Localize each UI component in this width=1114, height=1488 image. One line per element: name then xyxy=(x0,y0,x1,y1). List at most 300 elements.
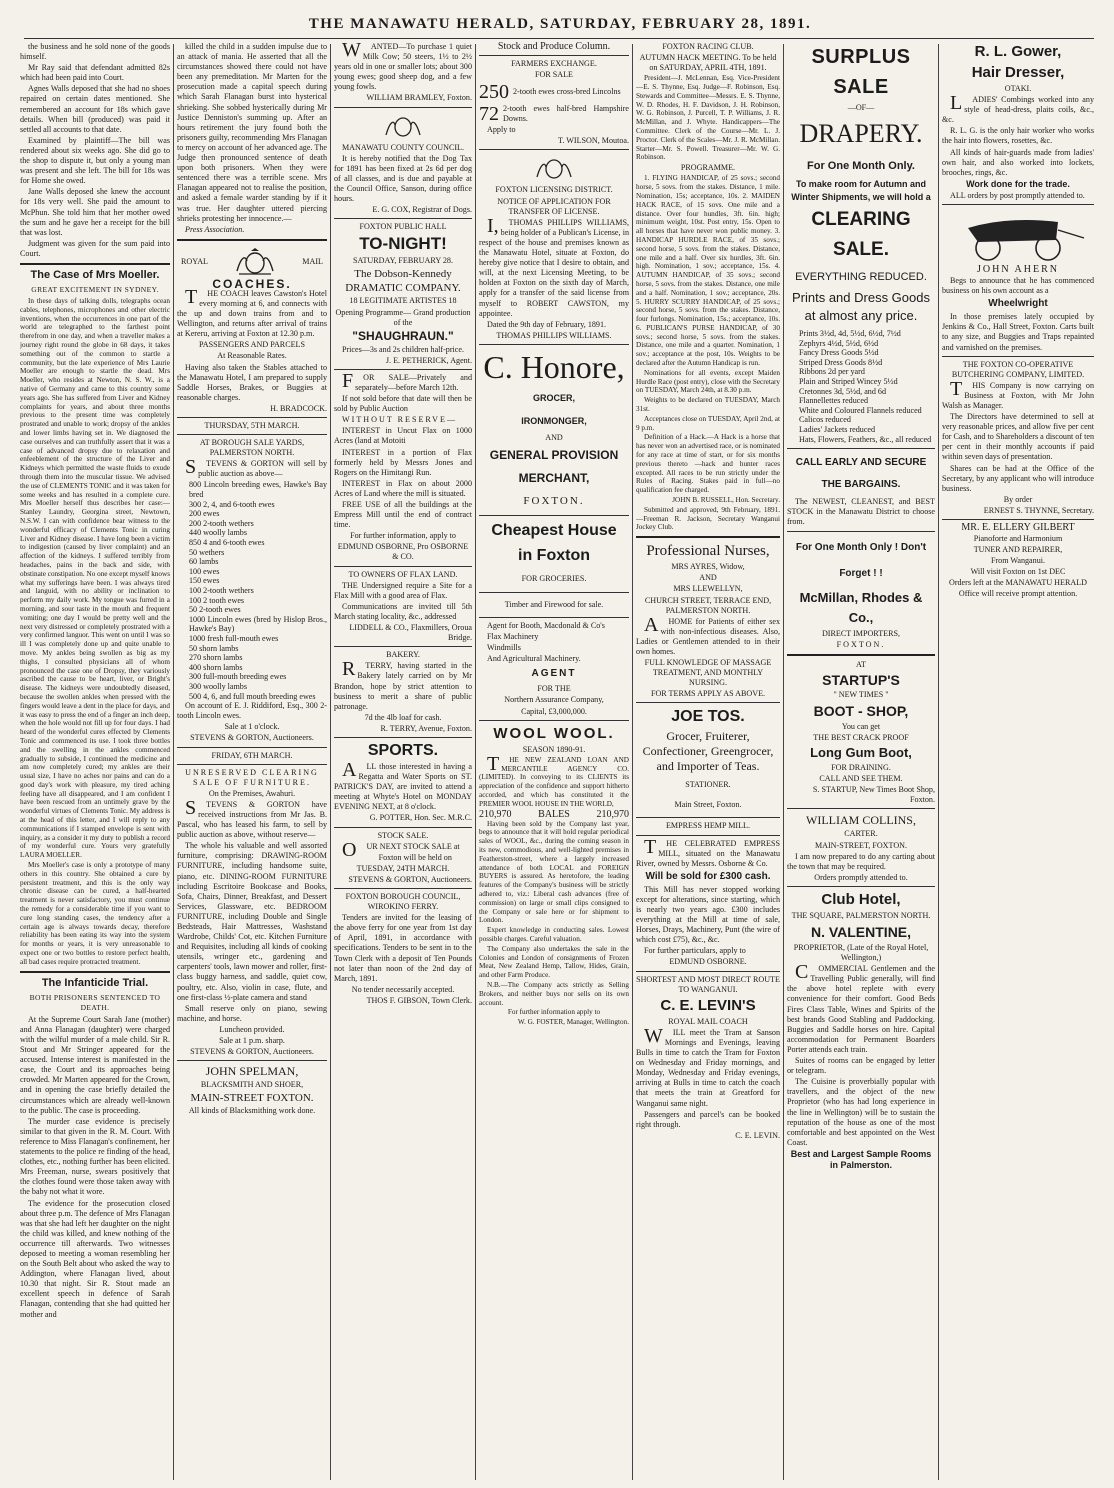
ad-signature: JOHN B. RUSSELL, Hon. Secretary. xyxy=(672,496,780,505)
ad-text: For One Month Only ! Don't Forget ! ! xyxy=(795,541,927,579)
divider xyxy=(479,344,629,345)
carriage-icon xyxy=(948,208,1088,263)
ad-text: COMMERCIAL Gentlemen and the Travelling Public generally, will find the above hotel replete with every convenience for their comfort. Good Beds Fires Class Table, Wines and Spirits of the best brands Good Stabling and Paddocking. Buggies and Saddle horses on hire. Capital accommodation for Permanent Boarders Porter attends each train. xyxy=(787,961,935,1054)
ad-title: EMPRESS HEMP MILL. xyxy=(665,821,751,831)
ad-text: STEVENS & GORTON have received instructions from Mr Jas. B. Pascal, who has leased his farm, to sell by public auction as above, without reserve— xyxy=(177,796,327,840)
ad-text: WILL meet the Tram at Sanson Mornings and Evenings, leaving Bulls in time to catch the Tram for Foxton on Wednesday and Friday mornings, and Monday, Wednesday and Friday evenings, arriving at Bulls in time to catch the coach that meets the train at Greatford for Wanganui same night. xyxy=(636,1024,780,1108)
stock-list-item: 50 shorn lambs xyxy=(189,643,239,653)
gower-title: R. L. Gower, xyxy=(974,43,1062,60)
ad-text: RTERRY, having started in the Bakery lately carried on by Mr Brandon, hope by strict attention to business to merit a share of public patronage. xyxy=(334,658,472,711)
boot-shop-title: BOOT - SHOP, xyxy=(813,702,909,719)
ad-text: In those premises lately occupied by Jenkins & Co., Hall Street, Foxton. Carts built to any size, and Buggies and Traps repainted and varnished on the premises. xyxy=(942,312,1094,352)
divider xyxy=(636,971,780,972)
bales-figure: 210,970 xyxy=(596,808,629,820)
ad-text: Agent for Booth, Macdonald & Co's xyxy=(487,620,605,630)
event-text: 18 LEGITIMATE ARTISTES 18 xyxy=(349,296,457,306)
ad-text: Suites of rooms can be engaged by letter or telegram. xyxy=(787,1056,935,1076)
ad-signature: THOS F. GIBSON, Town Clerk. xyxy=(366,995,472,1005)
ad-text: From Wanganui. xyxy=(990,556,1046,566)
ad-text: AUTUMN HACK MEETING. To be held on SATURDAY, APRIL 4TH, 1891. xyxy=(639,53,777,73)
stock-list-item: 200 ewes xyxy=(189,509,220,519)
sale-title: UNRESERVED CLEARING SALE OF FURNITURE. xyxy=(185,767,319,787)
ad-text: WITHOUT RESERVE— xyxy=(342,415,458,425)
ad-text: Acceptances close on TUESDAY, April 2nd, at 9 p.m. xyxy=(636,414,780,432)
ad-title: JOHN SPELMAN, xyxy=(205,1064,299,1079)
ad-text: Dated the 9th day of February, 1891. xyxy=(487,319,607,329)
race-programme: 1. FLYING HANDICAP, of 25 sovs.; second horse, 5 sovs. from the stakes. Distance, 1 mile. Nomination, 15s; acceptance, 10s. 2. MAIDEN HACK RACE, of 15 sovs. One mile and a distance. Over four hundles, 3ft. 6in. high; minimum weight, 10st. Post entry, 15s. Open to all horses that have never won public money. 3. HANDICAP HURDLE RACE, of 35 sovs.; second horse, 5 sovs. from the stakes. Distance, one mile and a half. Over six hurdles, 3ft. 6in. high. Nomination, 1 sov.; acceptance, 15s. 4. AUTUMN HANDICAP, of 35 sovs.; second horse, 5 sovs. from the stakes. Distance, one mile and a half. Nomination, 1 sov.; acceptance, 20s. 5. HURRY SCURRY HANDICAP, of 25 sovs.; second horse, 5 sovs. from the stakes. Distance, four furlongs. Nomination, 15s.; acceptance, 10s. 6. PUBLICAN'S PURSE HANDICAP, of 30 sovs.; second horse, 5 sovs. from the stakes. Distance, one mile and a quarter. Nomination, 1 sov.; acceptance at the post, 10s. Weights to be declared after the Autumn Handicap is run. xyxy=(636,174,780,368)
stock-list-item: 60 lambs xyxy=(189,557,219,567)
divider xyxy=(942,204,1094,205)
ad-title: FOXTON RACING CLUB. xyxy=(662,42,754,51)
agent-title: AGENT xyxy=(531,668,577,680)
divider xyxy=(787,654,935,656)
wool-headline: WOOL WOOL. xyxy=(493,724,615,742)
article-text: Agnes Walls deposed that she had no shoes repaired on certain dates mentioned. She remembered an account for 18s which gave details. When bill (produced) was paid it settled all accounts to that date. xyxy=(20,84,170,134)
ad-text: For further information apply to xyxy=(507,1008,601,1017)
ad-text: You can get xyxy=(841,721,881,731)
ad-text: SHORTEST AND MOST DIRECT ROUTE TO WANGANUI. xyxy=(636,974,780,994)
ad-text: Communications are invited till 5th March stating locality, &c., addressed xyxy=(334,601,472,621)
divider xyxy=(787,886,935,887)
price-list-item: Striped Dress Goods 8½d xyxy=(799,357,883,367)
ad-signature: T. WILSON, Moutoa. xyxy=(558,136,629,146)
ad-signature: C. E. LEVIN. xyxy=(735,1130,780,1140)
divider xyxy=(177,417,327,418)
column-rule xyxy=(475,44,476,1480)
ad-text: Weights to be declared on TUESDAY, March 31st. xyxy=(636,396,780,414)
divider xyxy=(479,720,629,721)
ad-text: FOR SALE xyxy=(534,70,573,80)
ad-title: THE FOXTON CO-OPERATIVE BUTCHERING COMPANY, LIMITED. xyxy=(951,359,1085,379)
divider xyxy=(636,835,780,836)
clearing-headline: CLEARING SALE. xyxy=(811,209,911,261)
ad-text: DIRECT IMPORTERS, xyxy=(821,628,901,638)
ad-text: If not sold before that date will then be sold by Public Auction xyxy=(334,394,472,414)
stock-list-item: 50 2-tooth ewes xyxy=(189,605,241,615)
ad-text: Small reserve only on piano, sewing machine, and horse. xyxy=(177,1003,327,1023)
ad-text: The whole his valuable and well assorted furniture, comprising: DRAWING-ROOM FURNITURE, including handsome suite, piano, etc. DINING-ROOM FURNITURE including Escritoire Bookcase and Books, Sofa, Chairs, Dinner, Breakfast, and Dessert Services, Glassware, etc. BEDROOM FURNITURE, including Double and Single Bedsteads, Hair Mattresses, Washstand Wardrobe, Childs' Cot, etc. Kitchen Furniture and Requisites, including all kinds of cooking utensils, wringer etc., gardening and carpenters' tools, lawn mower and roller, first-class buggy harness, and saddle, quiet cow, poultry, etc. Also, violin in case, flute, and one first-class ½-plate camera and stand xyxy=(177,841,327,1002)
ad-signature: S. STARTUP, New Times Boot Shop, Foxton. xyxy=(812,785,935,805)
ad-signature: LIDDELL & CO., Flaxmillers, Oroua Bridge. xyxy=(349,623,472,643)
article-text: Jane Walls deposed she knew the account for 18s very well. She paid the amount to McPhun. She told him that her mother owed the sum and he gave her a receipt for the bill that was lost. xyxy=(20,187,170,237)
event-text: Prices—3s and 2s children half-price. xyxy=(341,344,465,354)
stock-list-item: 150 ewes xyxy=(189,576,220,586)
divider xyxy=(177,747,327,748)
divider xyxy=(334,737,472,738)
sale-price: Will be sold for £300 cash. xyxy=(645,870,771,882)
ad-text: Luncheon provided. xyxy=(219,1024,285,1034)
ad-text: Passengers and parcel's can be booked right through. xyxy=(636,1109,780,1129)
ad-text: N.B.—The Company acts strictly as Selling Brokers, and neither buys nor sells on its own account. xyxy=(479,980,629,1007)
trade-line: MERCHANT, xyxy=(518,470,590,485)
honore-name: C. Honore, xyxy=(483,348,625,385)
ad-text: BLACKSMITH AND SHOER, xyxy=(200,1080,304,1090)
column-5 xyxy=(636,42,780,1482)
ad-text: FULL KNOWLEDGE OF MASSAGE TREATMENT, AND MONTHLY NURSING. xyxy=(644,658,772,688)
divider xyxy=(334,566,472,567)
ad-text: On account of E. J. Riddiford, Esq., 300 2-tooth Lincoln ewes. xyxy=(177,701,327,721)
ad-text: To make room for Autumn and Winter Shipments, we will hold a xyxy=(791,179,931,203)
event-headline: TO-NIGHT! xyxy=(359,234,447,254)
licensing-crest-icon xyxy=(532,153,576,183)
ad-text: Best and Largest Sample Rooms in Palmerston. xyxy=(790,1148,932,1170)
ad-signature: EDMUND OSBORNE, Pro OSBORNE & CO. xyxy=(337,542,469,562)
divider xyxy=(177,1060,327,1061)
ad-signature: J. E. PETHERICK, Agent. xyxy=(385,355,472,365)
price-list-item: Prints 3½d, 4d, 5½d, 6½d, 7½d xyxy=(799,329,901,339)
price-list-item: Plain and Striped Wincey 5½d xyxy=(799,377,898,387)
stock-list-item: 300 woolly lambs xyxy=(189,681,248,691)
ad-signature: STEVENS & GORTON, Auctioneers. xyxy=(348,874,472,884)
ad-signature: H. BRADCOCK. xyxy=(270,403,327,413)
gilbert-title: MR. E. ELLERY GILBERT xyxy=(961,522,1075,533)
ad-title: MAIN-STREET FOXTON. xyxy=(190,1092,314,1105)
article-text: Examined by plaintiff—The bill was rendered about six weeks ago. She did go to the shop to dispute it, but only a young man was present and she left. The bill for 18s was for Home she owed. xyxy=(20,135,170,186)
ad-text: Flax Machinery xyxy=(487,632,539,642)
bales-figure: 210,970 xyxy=(479,808,512,820)
divider xyxy=(636,817,780,818)
ad-text: I am now prepared to do any carting about the town that may be required. xyxy=(787,851,935,871)
stock-list xyxy=(177,480,327,701)
column-rule xyxy=(938,44,939,1480)
sale-quantity: 250 xyxy=(479,81,509,104)
ad-text: CALL AND SEE THEM. xyxy=(819,774,903,784)
article-subheading: BOTH PRISONERS SENTENCED TO DEATH. xyxy=(29,992,161,1012)
coaches-title: COACHES. xyxy=(212,276,292,291)
ad-text: Sale at 1 p.m. sharp. xyxy=(219,1036,285,1046)
article-source: Press Association. xyxy=(185,224,245,234)
ad-text: Having also taken the Stables attached to the Manawatu Hotel, I am prepared to supply Saddle Horses, Brakes, or Buggies at reasonable charges. xyxy=(177,362,327,402)
ad-text: Sale at 1 o'clock. xyxy=(224,722,280,732)
mail-label: MAIL xyxy=(302,256,323,266)
divider xyxy=(334,646,472,647)
ad-text: FREE USE of all the buildings at the Empress Mill until the end of contract time. xyxy=(334,500,472,530)
ad-title: MANAWATU COUNTY COUNCIL. xyxy=(341,142,465,152)
divider xyxy=(479,592,629,593)
price-list-item: White and Coloured Flannels reduced xyxy=(799,405,922,415)
divider xyxy=(334,827,472,828)
column-rule xyxy=(783,44,784,1480)
ad-text: INTEREST in a portion of Flax formerly held by Messrs Jones and Rogers on the Himitangi Run. xyxy=(334,447,472,477)
ad-text: LADIES' Combings worked into any style of head-dress, plaits coils, &c., &c. xyxy=(942,92,1094,125)
ad-text: THIS Company is now carrying on Business at Foxton, with Mr John Walsh as Manager. xyxy=(942,377,1094,410)
ad-text: The Company also undertakes the sale in the Colonies and London of consignments of Frozen Meat, New Zealand Hemp, Tallow, Hides, Grain, and other Farm Produce. xyxy=(479,944,629,980)
ad-text: CHURCH STREET, TERRACE END, PALMERSTON NORTH. xyxy=(644,595,772,615)
column-rule xyxy=(173,44,174,1480)
ad-text: All kinds of Blacksmithing work done. xyxy=(188,1106,316,1116)
ad-text: PROPRIETOR, (Late of the Royal Hotel, Wellington,) xyxy=(793,943,929,963)
ad-text: Shares can be had at the Office of the Secretary, by any applicant who will introduce business. xyxy=(942,463,1094,493)
column-7 xyxy=(942,42,1094,1482)
ad-text: CALL EARLY AND SECURE THE BARGAINS. xyxy=(795,457,927,491)
ad-text: I,THOMAS PHILLIPS WILLIAMS, being holder of a Publican's License, in respect of the house and premises known as the Manawatu Hotel, situate at Foxton, do hereby give notice that I desire to obtain, and will, at the next Licensing Meeting, to be holden at Foxton on the sixth day of March, apply for a transfer of the said license from myself to ROBERT CAWSTON, my appointee. xyxy=(479,214,629,318)
column-2 xyxy=(177,42,327,1482)
ad-text: THE SQUARE, PALMERSTON NORTH. xyxy=(791,910,931,920)
ad-signature: G. POTTER, Hon. Sec. M.R.C. xyxy=(369,813,472,823)
event-date: SATURDAY, FEBRUARY 28. xyxy=(353,256,453,266)
ad-text: President—J. McLennan, Esq. Vice-President—E. S. Thynne, Esq. Judge—F. Robinson, Esq. Stewards and Committee—Messrs. E. S. Thynne, W. D. Rhodes, H. F. Davidson, J. H. Robinson, W. G. Robinson, J. Purcell, T. P. Williams, J. R. McMillan, and J. Whyte. Handicappers—The Committee. Clerk of the Course—Mr. L. J. Proctor. Clerk of the Scales—Mr. J. R. McMillan. Starter—Mr. S. Powell. Treasurer—Mr. W. G. Robinson. xyxy=(636,74,780,162)
price-list-item: Zephyrs 4½d, 5½d, 6½d xyxy=(799,338,879,348)
royal-crest-icon xyxy=(233,247,277,277)
ad-title: BAKERY. xyxy=(386,650,420,660)
column-rule xyxy=(330,44,331,1480)
joe-tos-title: JOE TOS. xyxy=(671,708,745,726)
ad-text: Foxton will be held on xyxy=(378,852,452,862)
divider xyxy=(177,764,327,765)
ad-text: No tender necessarily accepted. xyxy=(351,984,455,994)
article-heading: The Case of Mrs Moeller. xyxy=(30,268,160,281)
ad-text: The NEWEST, CLEANEST, and BEST STOCK in the Manawatu District to choose from. xyxy=(787,497,935,527)
ad-text: Orders promptly attended to. xyxy=(814,872,908,882)
stock-list-item: 400 shorn lambs xyxy=(189,662,243,672)
royal-label: ROYAL xyxy=(181,256,208,266)
ad-signature: ERNEST S. THYNNE, Secretary. xyxy=(983,505,1094,515)
ad-text: FOR THE xyxy=(537,684,571,694)
sale-item: 2-tooth ewes cross-bred Lincolns xyxy=(513,87,621,97)
ad-title: FARMERS EXCHANGE. xyxy=(511,59,597,69)
ad-text: CARTER. xyxy=(844,829,878,839)
ad-text: For further particulars, apply to xyxy=(644,946,746,956)
county-crest-icon xyxy=(381,111,425,141)
stock-list-item: 500 4, 6, and full mouth breeding ewes xyxy=(189,691,316,701)
divider xyxy=(177,434,327,435)
stock-list-item: 270 shorn lambs xyxy=(189,653,243,663)
ad-text: Grocer, Fruiterer, Confectioner, Greengrocer, and Importer of Teas. xyxy=(642,729,774,774)
ad-text: OTAKI. xyxy=(1004,84,1032,93)
sale-line xyxy=(479,81,629,103)
trade-line: AND xyxy=(545,432,563,442)
ad-text: It is hereby notified that the Dog Tax for 1891 has been fixed at 2s 6d per dog of all classes, and is due and payable at the Council Office, Sanson, during office hours. xyxy=(334,153,472,204)
masthead-rule xyxy=(24,38,1094,39)
divider xyxy=(942,519,1094,520)
ad-text: Capital, £3,000,000. xyxy=(521,706,587,716)
article-text: the business and he sold none of the goods himself. xyxy=(20,42,170,62)
article-text: The murder case evidence is precisely similar to that given in the R. M. Court. With reference to Miss Flanagan's confinement, her statements to the police re finding of the head, clothes, etc., nothing further has been elicited. Mrs Freeman, nurse, swears positively that the clothes found were those taken away with the baby not what it wore. xyxy=(20,1116,170,1197)
ad-text: FOR DRAINING. xyxy=(831,763,891,773)
ad-text: All kinds of hair-guards made from ladies' own hair, and also worked into lockets, brooches, rings, &c. xyxy=(942,147,1094,177)
divider xyxy=(787,531,935,532)
ad-text: Pianoforte and Harmonium xyxy=(973,534,1063,544)
price-list-item: Hats, Flowers, Feathers, &c., all reduced xyxy=(799,434,932,444)
sale-location: On the Premises, Awahuri. xyxy=(208,788,296,798)
stock-list-item: 50 wethers xyxy=(189,547,225,557)
ad-text: Will visit Foxton on 1st DEC xyxy=(970,567,1066,577)
ad-text: Expert knowledge in conducting sales. Lowest possible charges. Careful valuation. xyxy=(479,926,629,943)
club-hotel-title: Club Hotel, xyxy=(821,890,901,908)
ad-text: AHOME for Patients of either sex with non-infectious diseases. Also, Ladies or Gentlemen attended to in their own homes. xyxy=(636,613,780,656)
divider xyxy=(334,218,472,219)
ad-text: For One Month Only. xyxy=(807,160,915,173)
cheapest-headline: in Foxton xyxy=(518,546,590,564)
ad-text: Submitted and approved, 9th February, 1891.—Freeman R. Jackson, Secretary Wanganui Jockey Club. xyxy=(636,505,780,532)
ad-signature: STEVENS & GORTON, Auctioneers. xyxy=(190,733,314,743)
ad-text: TUNER AND REPAIRER, xyxy=(973,545,1063,555)
bales-label: BALES xyxy=(538,808,570,820)
sale-date: THURSDAY, 5TH MARCH. xyxy=(204,421,300,430)
ad-text: FOR GROCERIES. xyxy=(521,573,587,583)
ad-text: At Reasonable Rates. xyxy=(217,351,287,361)
coach-ad-header xyxy=(177,245,327,279)
ad-signature: EDMUND OSBORNE. xyxy=(669,957,747,967)
trade-line: FOXTON. xyxy=(523,494,585,507)
stock-list-item: 100 2-tooth wethers xyxy=(189,586,254,595)
divider xyxy=(636,536,780,538)
ad-text: —OF— xyxy=(847,103,875,112)
ad-text: INTEREST in Flax on about 2000 Acres of Land where the mill is situated. xyxy=(334,478,472,498)
ad-text: Apply to xyxy=(487,125,516,135)
ad-text: " NEW TIMES " xyxy=(833,689,889,699)
mcmillan-title: McMillan, Rhodes & Co., xyxy=(799,589,923,625)
column-6 xyxy=(787,42,935,1482)
play-title: "SHAUGHRAUN." xyxy=(352,328,454,343)
ad-text: Orders left at the MANAWATU HERALD Office will receive prompt attention. xyxy=(948,578,1088,598)
startup-title: STARTUP'S xyxy=(822,671,900,688)
ad-text: This Mill has never stopped working except for alterations, since starting, which is nearly two years ago. £300 includes everything at the Mill at time of sale, Horses, Drays, Machinery, Punt (the wire of which cost £75), &c., &c. xyxy=(636,884,780,945)
price-list-item: Ladies' Jackets reduced xyxy=(799,425,876,435)
divider xyxy=(334,369,472,370)
ad-text: MRS LLEWELLYN, xyxy=(673,584,743,594)
article-text: At the Supreme Court Sarah Jane (mother) and Anna Flanagan (daughter) were charged with the wilful murder of a male child. Sir R. Stout and Mr Stringer appeared for the accused. Intense interest is manifested in the case, the Court and its approaches being crowded. Mr Marten appeared for the Crown, and in opening the case briefly detailed the circumstances which are already well-known to the public. The case is proceeding. xyxy=(20,1014,170,1115)
ad-text: THE BEST CRACK PROOF xyxy=(813,732,909,742)
ad-text: And Agricultural Machinery. xyxy=(487,654,581,664)
ad-text: WANTED—To purchase 1 quiet Milk Cow; 50 steers, 1½ to 2½ years old in one or smaller lots; about 300 young ewes; good sheep dog, and a few young fowls. xyxy=(334,42,472,92)
divider xyxy=(479,617,629,618)
ad-text: The Cuisine is proverbially popular with travellers, and the object of the new Proprietor (who has had long experience in the line in Wellington) will be to sustain the reputation of the house as one of the most comfortable and best appointed on the West Coast. xyxy=(787,1077,935,1147)
divider xyxy=(479,149,629,150)
ad-text: PASSENGERS AND PARCELS xyxy=(198,340,305,350)
ad-text: INTEREST in Uncut Flax on 1000 Acres (land at Motoiti xyxy=(334,426,472,446)
ad-signature: THOMAS PHILLIPS WILLIAMS. xyxy=(496,330,612,340)
column-3 xyxy=(334,42,472,1482)
stock-list-item: 200 2-tooth wethers xyxy=(189,518,254,528)
price-list xyxy=(787,329,935,444)
ad-text: Begs to announce that he has commenced business on his own account as a xyxy=(942,276,1094,296)
ad-title: FOXTON LICENSING DISTRICT. xyxy=(495,185,613,195)
sale-line xyxy=(479,103,629,125)
valentine-title: N. VALENTINE, xyxy=(810,924,912,940)
column-4 xyxy=(479,42,629,1482)
price-list-item: Cretonnes 3d, 5½d, and 6d xyxy=(799,386,886,396)
sports-headline: SPORTS. xyxy=(367,741,439,759)
divider xyxy=(787,808,935,809)
price-list-item: Flannellettes reduced xyxy=(799,396,868,406)
ad-text: AND xyxy=(699,573,717,583)
collins-title: WILLIAM COLLINS, xyxy=(806,813,916,828)
ad-text: R. L. G. is the only hair worker who works the hair into flowers, rosettes, &c. xyxy=(942,126,1094,146)
ad-text: For further information, apply to xyxy=(350,531,456,541)
company-name: The Dobson-Kennedy DRAMATIC COMPANY. xyxy=(345,268,461,295)
ad-text: THE NEW ZEALAND LOAN AND MERCANTILE AGENCY CO. (LIMITED). In conveying to its CLIENTS its appreciation of the confidence and support hitherto accorded, and which has constituted it the PREMIER WOOL HOUSE IN THE WORLD, xyxy=(479,752,629,808)
wheelwright-title: Wheelwright xyxy=(988,298,1048,310)
divider xyxy=(20,971,170,973)
ad-text: THE Undersigned require a Site for a Flax Mill with a good area of Flax. xyxy=(334,580,472,600)
ad-text: OUR NEXT STOCK SALE at xyxy=(342,838,460,861)
divider xyxy=(177,239,327,241)
article-text: Mr Ray said that defendant admitted 82s which had been paid into Court. xyxy=(20,63,170,83)
stock-list-item: 1000 Lincoln ewes (bred by Hislop Bros., Hawke's Bay) xyxy=(189,614,327,634)
ad-text: Timber and Firewood for sale. xyxy=(504,599,604,609)
ahern-title: JOHN AHERN xyxy=(977,263,1059,275)
ad-text: ALL those interested in having a Regatta and Water Sports on ST. PATRICK'S DAY, are invited to attend a meeting at Whyte's Hotel on MONDAY EVENING NEXT, at 8 o'clock. xyxy=(334,758,472,812)
bales-line xyxy=(479,810,629,820)
cheapest-headline: Cheapest House xyxy=(491,521,617,539)
ad-text: Main Street, Foxton. xyxy=(674,800,742,810)
divider xyxy=(334,888,472,889)
ad-text: MAIN-STREET, FOXTON. xyxy=(814,840,908,850)
ad-text: EVERYTHING REDUCED. xyxy=(795,271,927,284)
column-heading: Stock and Produce Column. xyxy=(497,42,611,52)
sale-item: 2-tooth ewes half-bred Hampshire Downs. xyxy=(503,104,629,124)
ad-text: Windmills xyxy=(487,643,521,653)
price-list-item: Fancy Dress Goods 5½d xyxy=(799,348,879,358)
ad-title: FOXTON BOROUGH COUNCIL, WIROKINO FERRY. xyxy=(345,892,461,912)
divider xyxy=(479,515,629,516)
article-text: Mrs Moeller's case is only a prototype of many others in this country. She obtained a cure by persistent treatment, and this is the only way chronic disease can be cured, a half-hearted treatment is never satisfactory, you must continue the remedy for a considerable time if you want to cure long standing cases, the tendency after a certain age is always towards decay, therefore reliability has been eating its way into the system for months or years, it is very unreasonable to expect one or two bottles to restore perfect health, all bad cases require protracted treatment. xyxy=(20,861,170,966)
stock-list-item: 850 4 and 6-tooth ewes xyxy=(189,538,265,548)
surplus-headline: SURPLUS SALE xyxy=(811,46,911,98)
ad-text: MRS AYRES, Widow, xyxy=(671,562,745,572)
ad-text: By order xyxy=(1003,494,1033,504)
nurses-title: Professional Nurses, xyxy=(646,543,770,560)
divider xyxy=(20,263,170,265)
stock-list-item: 440 woolly lambs xyxy=(189,528,248,538)
ad-text: FOR SALE—Privately and separately—before March 12th. xyxy=(342,369,472,392)
event-text: Opening Programme— Grand production of the xyxy=(335,307,471,327)
article-heading: The Infanticide Trial. xyxy=(41,976,149,989)
article-subheading: GREAT EXCITEMENT IN SYDNEY. xyxy=(31,284,159,294)
venue: FOXTON PUBLIC HALL xyxy=(359,222,447,232)
ad-signature: R. TERRY, Avenue, Foxton. xyxy=(380,723,472,733)
divider xyxy=(942,356,1094,357)
ad-subtitle: PROGRAMME. xyxy=(680,163,736,173)
stock-list-item: 100 ewes xyxy=(189,566,220,576)
trade-line: GROCER, xyxy=(532,392,575,403)
article-text: In these days of talking dolls, telegraphs ocean cables, telephones, microphones and other electric inventions, when the occurrences in one part of the world are telegraphed to the farthest point therefrom in one day, and when a traveller makes a journey right round the globe in 68 days, it takes something out of the common to startle a community, but the late experience of Mrs Laurie Moeller are enough to startle the dead. Mrs Moeller, who resides at Newton, N. S. W., is a native of Germany and came to this country some years ago. She has suffered from Liver and Kidney complaints for years, and about three months previous to the present time was completely prostrated and unable to work; dropsy of the ankles and lower limbs having set in. We diagnosed the case ourselves and can truthfully assert that it was a case of advanced dropsy due to relaxation and enfeeblement of the structure of the Liver and Kidneys which permitted the waste fluids to exude through them into the muscular tissue. We advised the use of CLEMENTS TONIC and it was taken for some weeks and has resulted in a complete cure. Mrs Moeller herself thus describes her case:— Stanley Laundry, Georgina street, Newtown, N.S.W. I can with confidence bear witness to the wonderful efficacy of Clements Tonic in curing Liver and Kidney disease. I have long been a victim to indigestion (caused by liver complaint) and an affection of the kidneys. I suffered terribly from headaches, pains in the back and side, with obstinate constipation. No one except myself knows what my sufferings have been. I was always tired and languid, with no ability or inclination to perform my daily work. My tongue was furred in a morning, and sour taste in the mouth and frequent vomiting; one day I would be pretty well and the next very distressed or completely prostrated with a very confirmed languor. This went on until I was so ill I was completely done up and quite unable to move. My ankles being swollen as big as my thighs, I consulted physicians all of whom pronounced the case one of Dropsy, they variously ascribed the cause to be heart, liver, or Bright's disease. The kidneys were undoubtedly diseased, because the swollen ankles when pressed with the fingers would leave a dent in the place for days, and it was easy to press the end of a finger an inch deep, when the hole would not fill up for four days. I had heard of the wonderful cures effected by Clements Tonic and commenced its use. I took three bottles and the swelling in the ankles commenced gradually to subside, I continued the medicine and am now completely cured; my ankles are their usual size, I have no aches nor pains and can do a good day's work with pleasure, my tired aching feeling have all disappeared, and I am confident I have been rescued from an untimely grave by the wonderful virtues of Clements Tonic. My address is at the head of this letter, and I will reply to any communications if I stamped envelope is sent with inquiry, as a consider it my duty to publish a record of my wonderful cure. Yours very gratefully LAURA MOELLER. xyxy=(20,297,170,860)
sale-quantity: 72 xyxy=(479,103,499,126)
ad-text: THE COACH leaves Cawston's Hotel every morning at 6, and connects with the up and down trains from and to Wellington, and returns after arrival of trains at Kereru, arriving at Foxton at 12.30 p.m. xyxy=(177,285,327,339)
ad-text: FOR TERMS APPLY AS ABOVE. xyxy=(650,689,766,699)
long-gum-title: Long Gum Boot, xyxy=(810,745,912,761)
ad-signature: STEVENS & GORTON, Auctioneers. xyxy=(190,1047,314,1057)
article-text: Judgment was given for the sum paid into Court. xyxy=(20,238,170,258)
sale-location: AT BOROUGH SALE YARDS, PALMERSTON NORTH. xyxy=(199,438,305,458)
ad-text: ROYAL MAIL COACH xyxy=(668,1016,748,1026)
trade-line: GENERAL PROVISION xyxy=(489,447,619,462)
stock-list-item: 100 2 tooth ewes xyxy=(189,595,245,605)
ad-text: THE CELEBRATED EMPRESS MILL, situated on the Manawatu River, owned by Messrs. Osborne & Co. xyxy=(636,835,780,868)
ad-text: FOXTON. xyxy=(836,639,886,649)
ad-text: 7d the 4lb loaf for cash. xyxy=(364,712,442,722)
ad-signature: E. G. COX, Registrar of Dogs. xyxy=(372,205,472,215)
ad-text: Nominations for all events, except Maiden Hurdle Race (post entry), close with the Secretary on TUESDAY, March 24th, at 8.30 p.m. xyxy=(636,368,780,395)
ad-text: Prints and Dress Goods at almost any price. xyxy=(791,290,930,324)
ad-text: Work done for the trade. xyxy=(966,178,1070,189)
stock-list-item: 300 2, 4, and 6-tooth ewes xyxy=(189,499,275,509)
divider xyxy=(334,107,472,108)
ad-text: ALL orders by post promptly attended to. xyxy=(950,190,1085,200)
ad-text: Definition of a Hack.—A Hack is a horse that has never won an advertised race, or is nominated for any race at time of start, or for six months previous thereto —hack and hunter races excepted. All races to be run strictly under the Rules of Racing. Stakes paid in full—no qualification fee charged. xyxy=(636,433,780,495)
ad-text: Tenders are invited for the leasing of the above ferry for one year from 1st day of April, 1891, in accordance with specifications. Tenders to be sent in to the Town Clerk with a deposit of Ten Pounds not later than noon of the 2nd day of March, 1891. xyxy=(334,913,472,983)
hair-dresser-title: Hair Dresser, xyxy=(971,64,1065,81)
ad-text: SEASON 1890-91. xyxy=(522,744,586,754)
masthead: THE MANAWATU HERALD, SATURDAY, FEBRUARY 28, 1891. xyxy=(308,16,812,32)
ad-text: Having been sold by the Company last year, begs to announce that it will hold regular periodical sales of WOOL, &c., during the coming season in its new, commodious, and well-lighted premises in Featherston-street, where a largely increased attendance of both LOCAL and FOREIGN BUYERS is assured. As heretofore, the leading features of the Company's business will be strictly adhered to, viz.: Liberal cash advances (free of commission) on large or small clips consigned to the Company or sale here or for shipment to London. xyxy=(479,819,629,925)
ad-title: STOCK SALE. xyxy=(377,830,429,840)
price-list-item: Ribbons 2d per yard xyxy=(799,367,865,377)
ad-text: TUESDAY, 24TH MARCH. xyxy=(356,863,450,873)
ad-text: The Directors have determined to sell at very reasonable prices, and allow five per cent for Cash, and to Shareholders a discount of ten per cent in their monthly accounts if paid within seven days of presentation. xyxy=(942,412,1094,462)
ad-signature: W. G. FOSTER, Manager, Wellington. xyxy=(517,1018,629,1027)
